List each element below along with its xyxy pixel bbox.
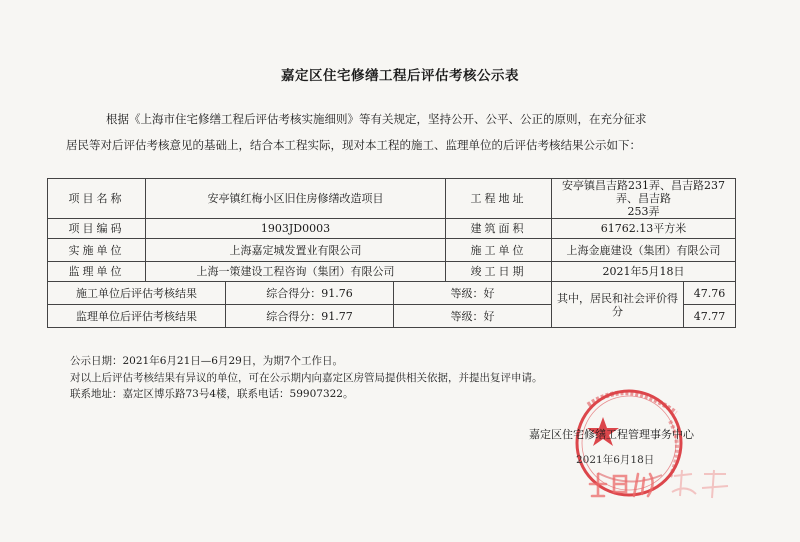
issue-date: 2021年6月18日: [576, 454, 655, 466]
intro-paragraph: [66, 106, 736, 158]
document-title: 嘉定区住宅修缮工程后评估考核公示表: [281, 68, 519, 84]
contact-info: 联系地址：嘉定区博乐路73号4楼，联系电话：59907322。: [70, 388, 354, 400]
implementing-unit-label: 实施单位: [48, 239, 146, 262]
project-address-line-2: 253弄: [627, 205, 660, 218]
supervision-grade: 等级：好: [394, 305, 552, 328]
supervision-result-label: 监理单位后评估考核结果: [48, 305, 226, 328]
completion-date-value: 2021年5月18日: [552, 262, 736, 282]
implementing-unit-value: 上海嘉定城发置业有限公司: [146, 239, 446, 262]
project-code-label: 项目编码: [48, 219, 146, 239]
table-row: [48, 239, 736, 262]
resident-score-label: 其中，居民和社会评价得分: [552, 282, 684, 328]
project-address-line-1: 安亭镇昌吉路231弄、昌吉路237弄、昌吉路: [562, 179, 725, 205]
table-row: [48, 219, 736, 239]
assessment-table: [47, 178, 736, 328]
construction-grade: 等级：好: [394, 282, 552, 305]
building-area-label: 建筑面积: [446, 219, 552, 239]
project-name-value: 安亭镇红梅小区旧住房修缮改造项目: [146, 179, 446, 219]
publicity-dates: 公示日期：2021年6月21日—6月29日，为期7个工作日。: [70, 355, 343, 367]
project-address-value: [552, 179, 736, 219]
table-row: [48, 262, 736, 282]
supervision-unit-value: 上海一策建设工程咨询（集团）有限公司: [146, 262, 446, 282]
construction-score: 综合得分：91.76: [226, 282, 394, 305]
table-row: [48, 179, 736, 219]
table-row: [48, 282, 736, 305]
resident-score-supervision: 47.77: [684, 305, 736, 328]
construction-unit-value: 上海金鹿建设（集团）有限公司: [552, 239, 736, 262]
notice-footer: [70, 353, 543, 403]
supervision-unit-label: 监理单位: [48, 262, 146, 282]
construction-result-label: 施工单位后评估考核结果: [48, 282, 226, 305]
objection-note: 对以上后评估考核结果有异议的单位，可在公示期内向嘉定区房管局提供相关依据，并提出复评申请。: [70, 371, 543, 384]
watermark-signature-icon: [586, 462, 736, 502]
issuing-organization: 嘉定区住宅修缮工程管理事务中心: [529, 428, 694, 441]
intro-line-1: 根据《上海市住宅修缮工程后评估考核实施细则》等有关规定，坚持公开、公平、公正的原则，在充分征求: [106, 112, 647, 126]
building-area-value: 61762.13平方米: [552, 219, 736, 239]
project-name-label: 项目名称: [48, 179, 146, 219]
intro-line-2: 居民等对后评估考核意见的基础上，结合本工程实际，现对本工程的施工、监理单位的后评估考核结果公示如下：: [66, 138, 641, 152]
supervision-score: 综合得分：91.77: [226, 305, 394, 328]
project-code-value: 1903JD0003: [146, 219, 446, 239]
construction-unit-label: 施工单位: [446, 239, 552, 262]
resident-score-construction: 47.76: [684, 282, 736, 305]
completion-date-label: 竣工日期: [446, 262, 552, 282]
project-address-label: 工程地址: [446, 179, 552, 219]
